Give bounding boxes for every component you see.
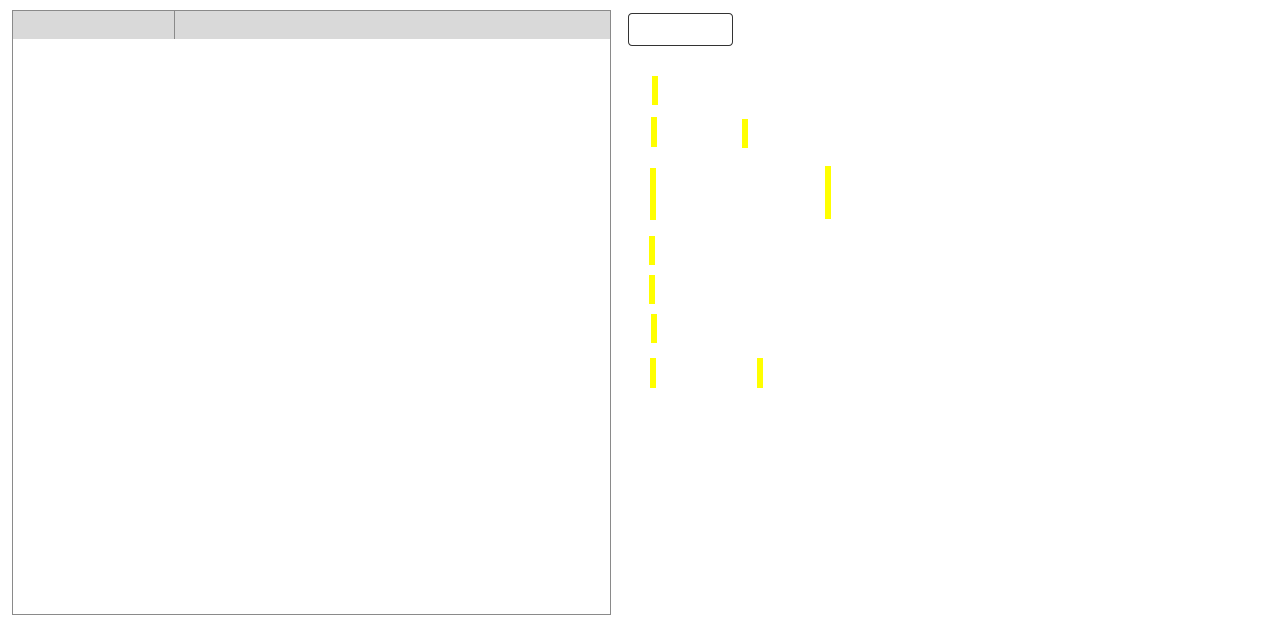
- keyword-header-cell: [13, 11, 175, 39]
- chip-parameter[interactable]: [757, 358, 763, 388]
- chip-sample[interactable]: [651, 117, 657, 147]
- chip-statistic[interactable]: [742, 119, 748, 148]
- chip-categorical[interactable]: [650, 168, 656, 220]
- definitions-table: [12, 10, 611, 615]
- chip-population[interactable]: [650, 358, 656, 388]
- chip-numerical[interactable]: [825, 166, 831, 219]
- chip-census[interactable]: [651, 314, 657, 343]
- chip-outliers[interactable]: [649, 236, 655, 265]
- chip-data[interactable]: [652, 76, 658, 105]
- definition-header: [175, 11, 610, 39]
- solution-button[interactable]: [628, 13, 733, 46]
- chip-distribution[interactable]: [649, 275, 655, 304]
- table-header-row: [13, 11, 610, 39]
